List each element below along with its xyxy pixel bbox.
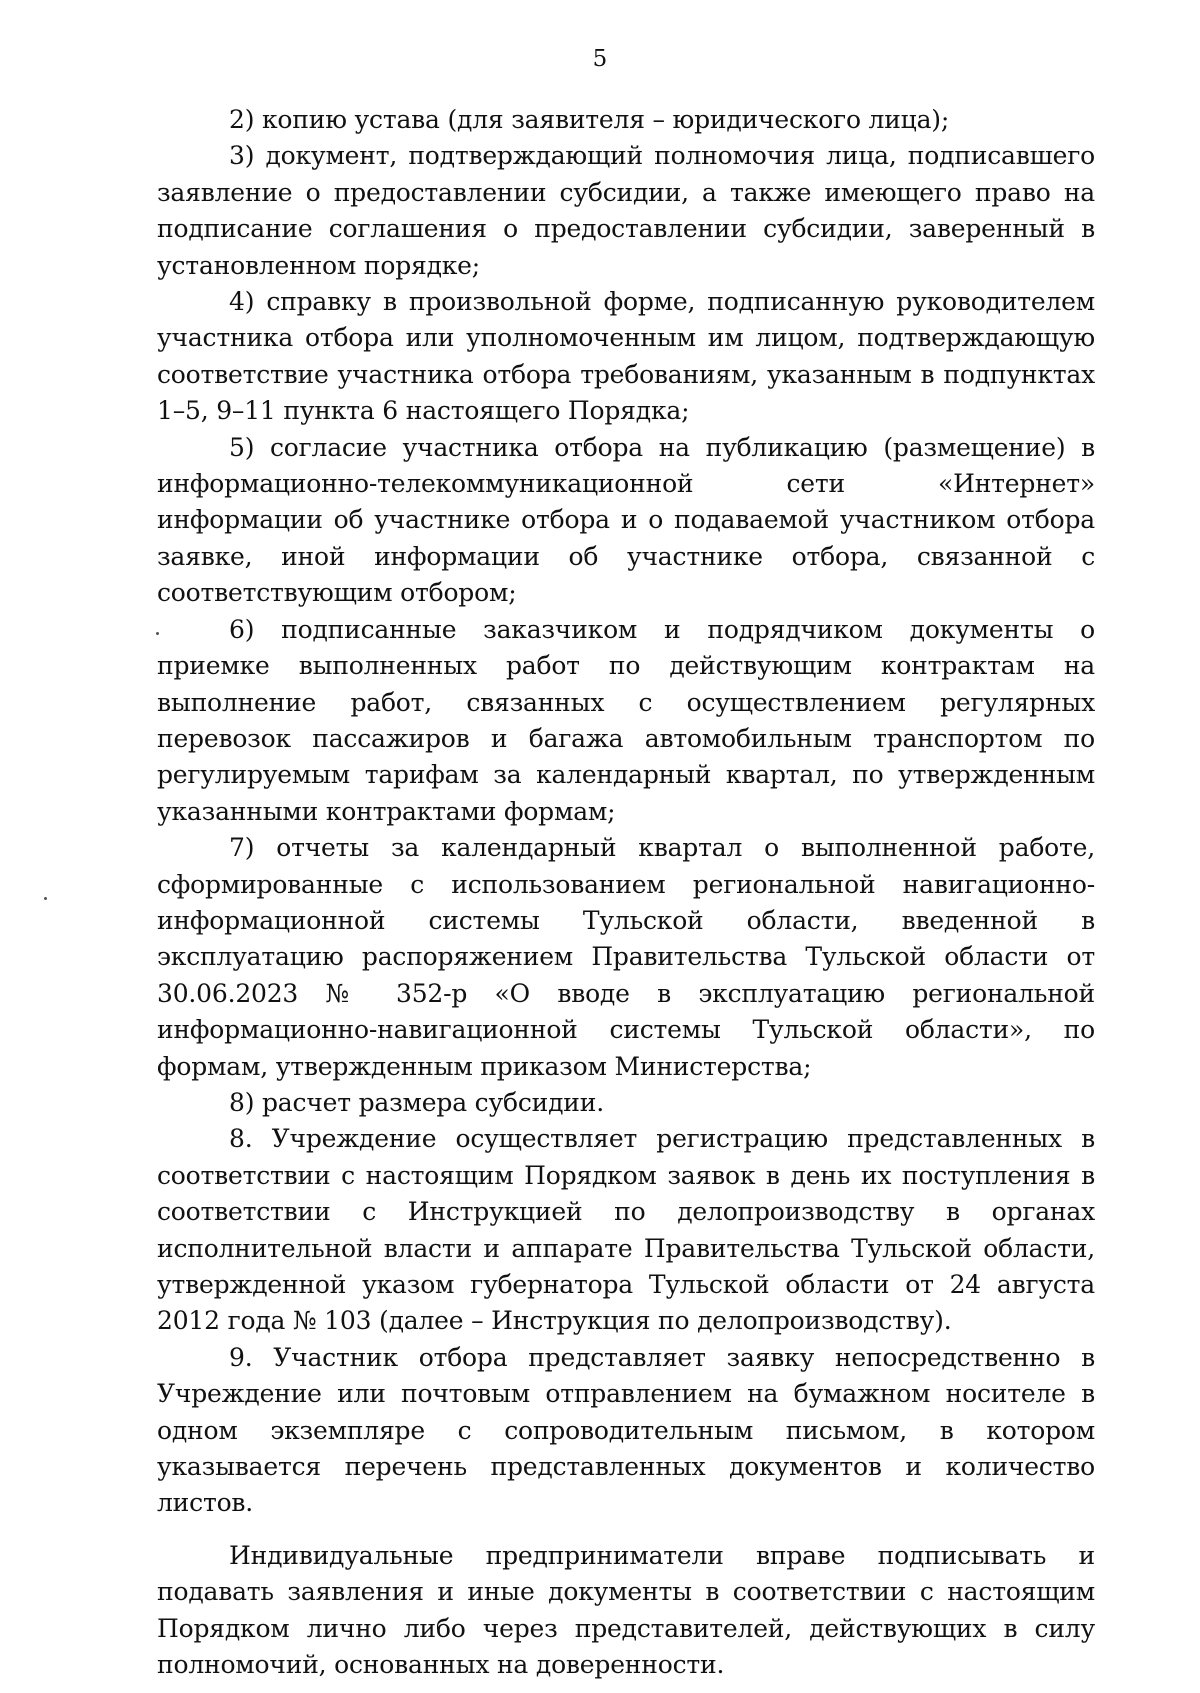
paragraph-publication-consent: 5) согласие участника отбора на публикацию (размещение) в информационно-телекоммуникационной сети «Интернет» информации об участнике отбора и о подаваемой участником отбора заявке, иной информации об участнике отбора, связанной с соответствующим отбором; [157, 432, 1095, 608]
paragraph-submission-clause: 9. Участник отбора представляет заявку непосредственно в Учреждение или почтовым отправлением на бумажном носителе в одном экземпляре с сопроводительным письмом, в котором указывается перечень представленных документов и количество листов. [157, 1342, 1095, 1518]
paragraph-entrepreneurs: Индивидуальные предприниматели вправе подписывать и подавать заявления и иные документы в соответствии с настоящим Порядком лично либо через представителей, действующих в силу полномочий, основанных на доверенности. [157, 1540, 1095, 1680]
paragraph-subsidy-calculation: 8) расчет размера субсидии. [229, 1087, 604, 1117]
paragraph-compliance-certificate: 4) справку в произвольной форме, подписанную руководителем участника отбора или уполномоченным им лицом, подтверждающую соответствие участника отбора требованиям, указанным в подпунктах 1–5, 9–11 пункта 6 настоящего Порядка; [157, 287, 1095, 426]
paragraph-navigation-reports: 7) отчеты за календарный квартал о выполненной работе, сформированные с использованием региональной навигационно-информационной системы Тульской области, введенной в эксплуатацию распоряжением Правительства Тульской области от 30.06.2023 № 352-р «О вводе в эксплуатацию региональной информационно-навигационной системы Тульской области», по формам, утвержденным приказом Министерства; [157, 833, 1095, 1081]
scan-speck [156, 632, 159, 635]
paragraph-registration-clause: 8. Учреждение осуществляет регистрацию представленных в соответствии с настоящим Порядком заявок в день их поступления в соответствии с Инструкцией по делопроизводству в органах исполнительной власти и аппарате Правительства Тульской области, утвержденной указом губернатора Тульской области от 24 августа 2012 года № 103 (далее – Инструкция по делопроизводству). [157, 1124, 1095, 1336]
paragraph-charter-copy: 2) копию устава (для заявителя – юридического лица); [229, 105, 950, 134]
page-number: 5 [592, 46, 608, 72]
paragraph-acceptance-documents: 6) подписанные заказчиком и подрядчиком документы о приемке выполненных работ по действующим контрактам на выполнение работ, связанных с осуществлением регулярных перевозок пассажиров и багажа автомобильным транспортом по регулируемым тарифам за календарный квартал, по утвержденным указанными контрактами формам; [157, 614, 1095, 826]
document-body [157, 102, 1095, 1683]
scan-speck [44, 897, 47, 900]
paragraph-authority-document: 3) документ, подтверждающий полномочия лица, подписавшего заявление о предоставлении субсидии, а также имеющего право на подписание соглашения о предоставлении субсидии, заверенный в установленном порядке; [157, 141, 1095, 280]
